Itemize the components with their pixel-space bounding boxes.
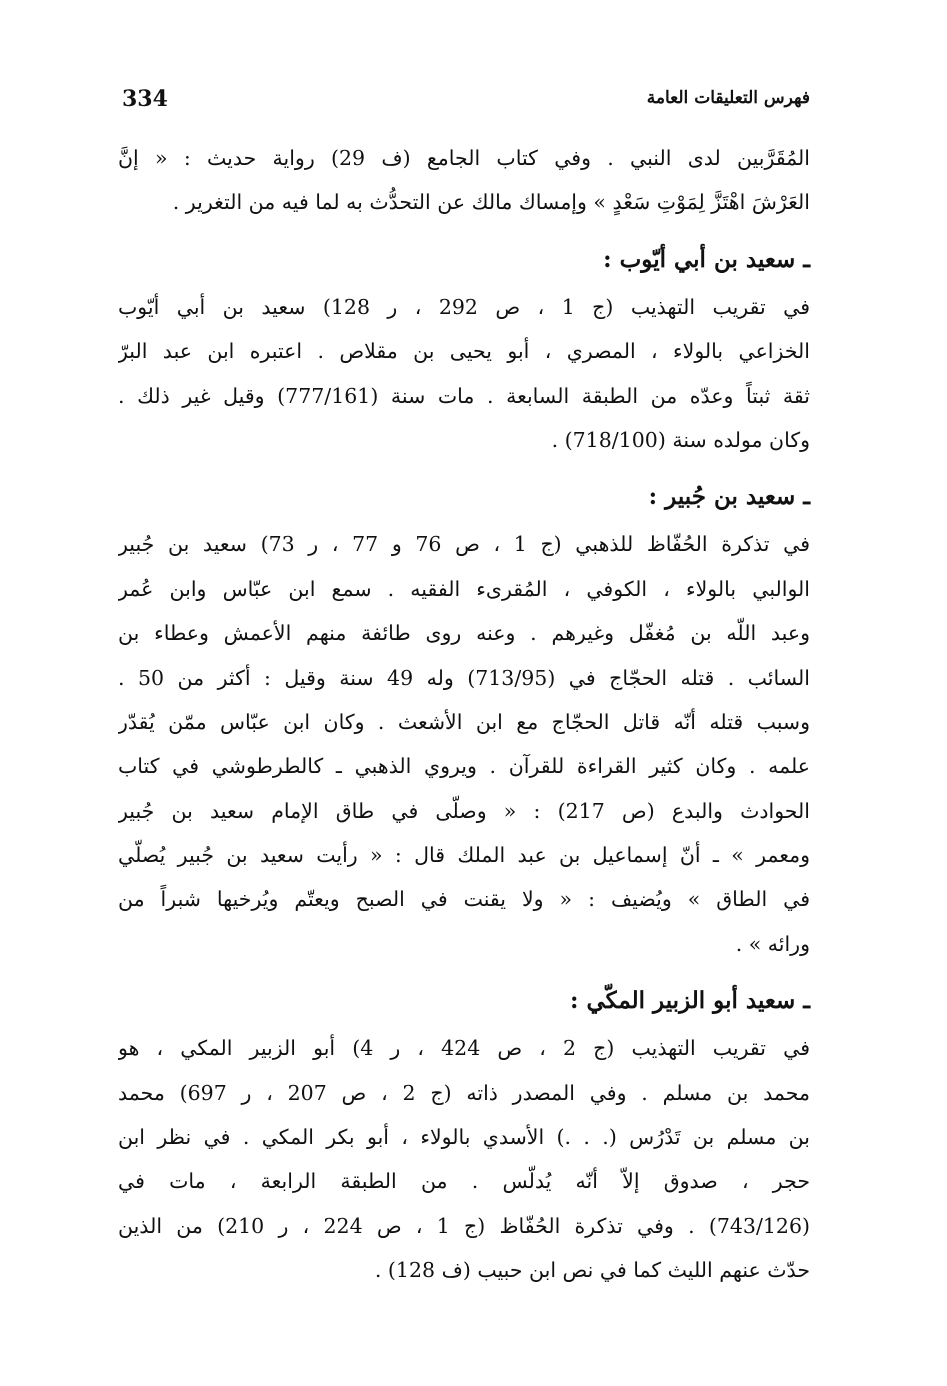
- page-body: [118, 136, 810, 1293]
- page-header: [118, 86, 810, 120]
- text-line: الوالبي بالولاء ، الكوفي ، المُقرىء الفقيه . سمع ابن عبّاس وابن عُمر: [118, 576, 810, 601]
- text-line: في تقريب التهذيب (ج 1 ، ص 292 ، ر 128) سعيد بن أبي أيّوب: [118, 294, 810, 319]
- text-line: وكان مولده سنة (718/100) .: [551, 427, 810, 452]
- text-line: محمد بن مسلم . وفي المصدر ذاته (ج 2 ، ص 207 ، ر 697) محمد: [118, 1080, 810, 1105]
- text-line: المُقَرَّبين لدى النبي . وفي كتاب الجامع (ف 29) رواية حديث : « إنَّ: [118, 146, 810, 170]
- paragraph-said-abu-al-zubayr: [118, 1026, 810, 1292]
- text-line: في تقريب التهذيب (ج 2 ، ص 424 ، ر 4) أبو الزبير المكي ، هو: [118, 1036, 810, 1061]
- text-line: العَرْشَ اهْتَزَّ لِمَوْتِ سَعْدٍ » وإمساك مالك عن التحدُّث به لما فيه من التغرير .: [172, 190, 810, 215]
- paragraph-said-ibn-jubayr: [118, 522, 810, 966]
- text-line: علمه . وكان كثير القراءة للقرآن . ويروي الذهبي ـ كالطرطوشي في كتاب: [118, 754, 810, 779]
- page-number: 334: [122, 86, 168, 112]
- text-line: الخزاعي بالولاء ، المصري ، أبو يحيى بن مقلاص . اعتبره ابن عبد البرّ: [118, 339, 810, 364]
- entry-heading-said-abu-al-zubayr: ـ سعيد أبو الزبير المكّي :: [569, 987, 810, 1015]
- text-line: في الطاق » ويُضيف : « ولا يقنت في الصبح ويعتّم ويُرخيها شبراً من: [118, 887, 810, 912]
- paragraph-said-ibn-abi-ayyub: [118, 285, 810, 463]
- text-line: حجر ، صدوق إلاّ أنّه يُدلّس . من الطبقة الرابعة ، مات في: [118, 1169, 810, 1194]
- running-head: فهرس التعليقات العامة: [646, 88, 810, 108]
- text-line: ورائه » .: [735, 931, 810, 956]
- entry-heading-said-ibn-jubayr: ـ سعيد بن جُبير :: [648, 483, 810, 511]
- text-line: الحوادث والبدع (ص 217) : « وصلّى في طاق الإمام سعيد بن جُبير: [118, 798, 810, 823]
- paragraph-intro-continuation: [118, 136, 810, 225]
- text-line: وعبد اللّه بن مُغفّل وغيرهم . وعنه روى طائفة منهم الأعمش وعطاء بن: [118, 621, 810, 646]
- text-line: وسبب قتله أنّه قاتل الحجّاج مع ابن الأشعث . وكان ابن عبّاس ممّن يُقدّر: [118, 709, 810, 734]
- text-line: السائب . قتله الحجّاج في (713/95) وله 49 سنة وقيل : أكثر من 50 .: [118, 665, 810, 690]
- text-line: بن مسلم بن تَدْرُس (. . .) الأسدي بالولاء ، أبو بكر المكي . في نظر ابن: [118, 1125, 810, 1150]
- text-line: ثقة ثبتاً وعدّه من الطبقة السابعة . مات سنة (777/161) وقيل غير ذلك .: [118, 383, 810, 408]
- entry-heading-said-ibn-abi-ayyub: ـ سعيد بن أبي أيّوب :: [603, 245, 810, 273]
- text-line: ومعمر » ـ أنّ إسماعيل بن عبد الملك قال : « رأيت سعيد بن جُبير يُصلّي: [118, 843, 810, 868]
- text-line: حدّث عنهم الليث كما في نص ابن حبيب (ف 128) .: [374, 1258, 810, 1283]
- text-line: (743/126) . وفي تذكرة الحُفّاظ (ج 1 ، ص 224 ، ر 210) من الذين: [118, 1213, 810, 1238]
- text-line: في تذكرة الحُفّاظ للذهبي (ج 1 ، ص 76 و 77 ، ر 73) سعيد بن جُبير: [118, 532, 810, 557]
